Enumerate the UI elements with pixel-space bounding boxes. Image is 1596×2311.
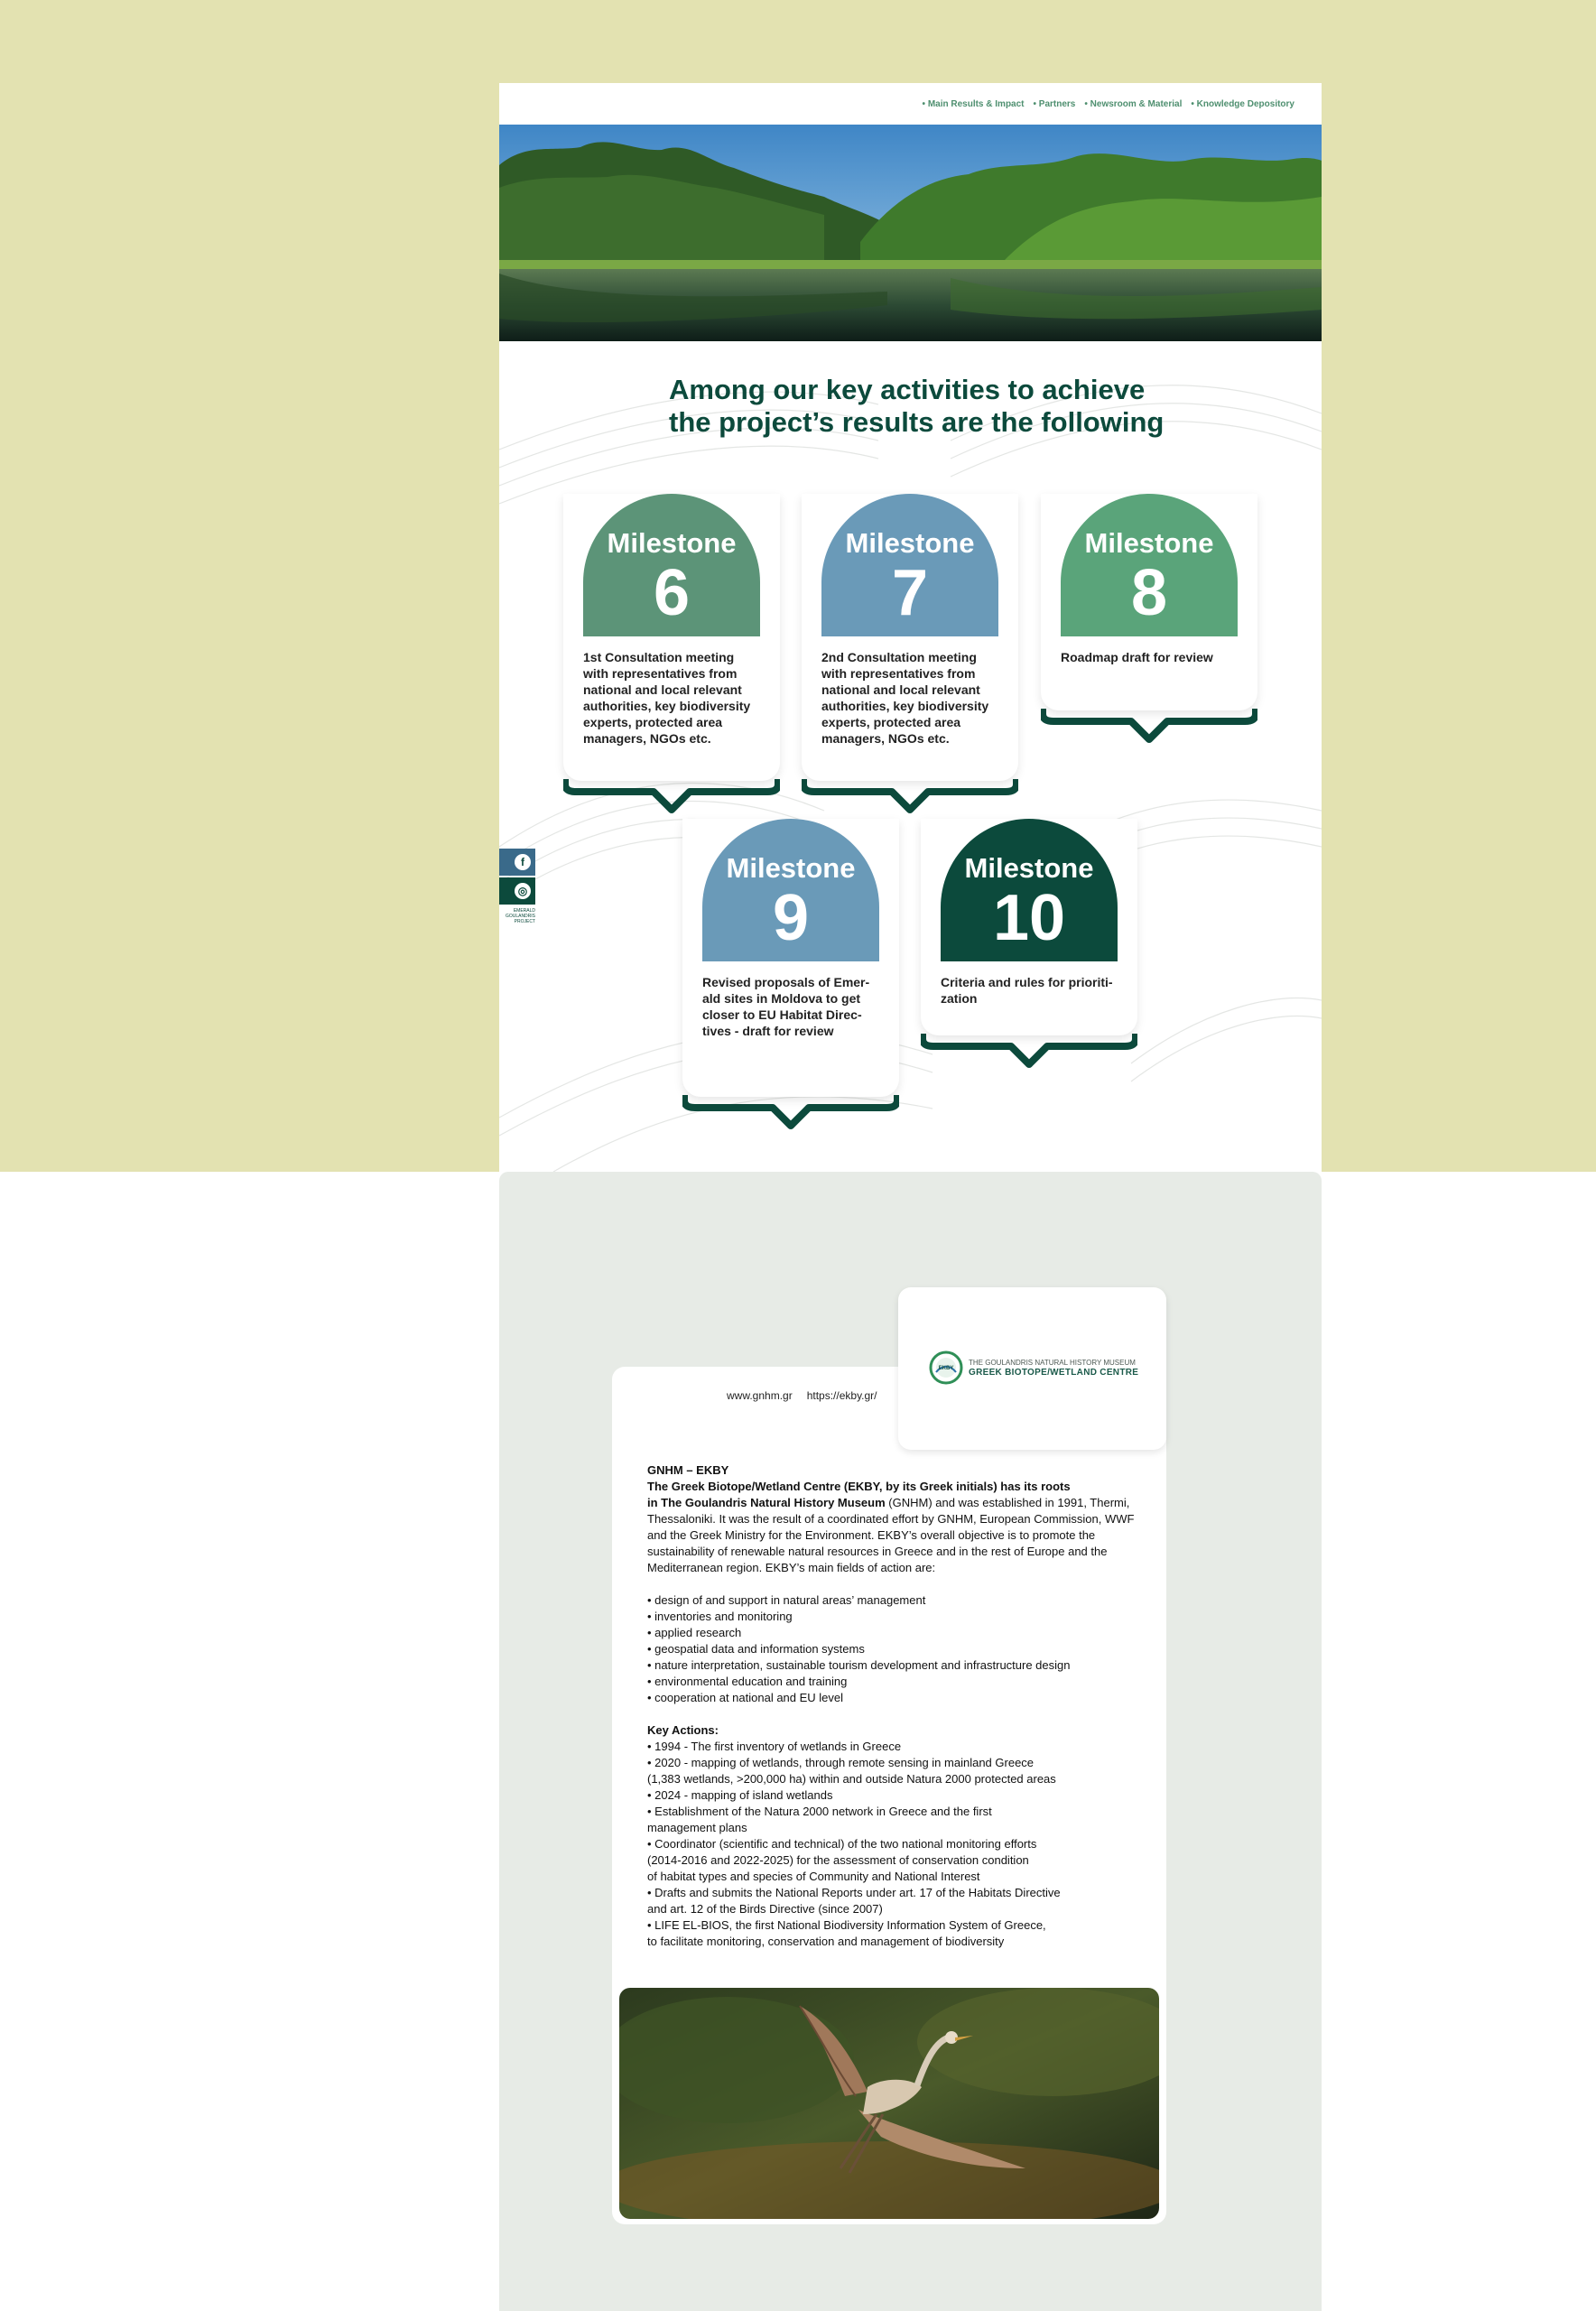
partner-description <box>647 1462 1135 1950</box>
description-line: 1st Consultation meeting <box>583 650 735 664</box>
key-action-line: (2014-2016 and 2022-2025) for the assessment of conservation condition <box>647 1853 1029 1867</box>
list-item: • nature interpretation, sustainable tourism development and infrastructure design <box>647 1657 1135 1674</box>
milestone-label: Milestone <box>964 852 1094 884</box>
key-action-line: and art. 12 of the Birds Directive (since 2007) <box>647 1902 883 1916</box>
heading-line-2: the project’s results are the following <box>669 406 1165 438</box>
milestone-description <box>921 961 1137 1007</box>
social-sidebar <box>499 849 535 924</box>
instagram-icon: ◎ <box>515 883 531 899</box>
key-actions <box>647 1722 1135 1950</box>
intro-text: (GNHM) and was established in 1991, Thermi, Thessaloniki. It was the result of a coordinated effort by GNHM, European Commission, WWF and the Greek Ministry for the Environment. EKBY’s overall objective is to promote the sustainability of renewable natural resources in Greece and in the rest of Europe and the Mediterranean region. EKBY’s main fields of action are: <box>647 1496 1135 1574</box>
milestone-7 <box>802 494 1018 815</box>
description-line: 2nd Consultation meeting <box>821 650 977 664</box>
milestone-label: Milestone <box>726 852 856 884</box>
description-line: Criteria and rules for prioriti- <box>941 975 1113 989</box>
milestone-card <box>1041 494 1257 710</box>
description-line: managers, NGOs etc. <box>583 731 711 746</box>
instagram-link[interactable] <box>499 877 535 905</box>
milestone-8 <box>1041 494 1257 745</box>
milestone-label: Milestone <box>607 527 737 559</box>
milestone-tail-arrow <box>682 1095 899 1131</box>
milestone-description <box>563 636 780 747</box>
description-line: authorities, key biodiversity <box>583 699 751 713</box>
nav-newsroom[interactable]: • Newsroom & Material <box>1084 99 1182 109</box>
milestone-label: Milestone <box>845 527 975 559</box>
description-line: tives - draft for review <box>702 1024 834 1038</box>
top-navigation <box>499 83 1322 125</box>
description-line: Revised proposals of Emer- <box>702 975 870 989</box>
milestone-header <box>821 494 998 636</box>
milestone-number: 7 <box>891 557 929 629</box>
description-line: zation <box>941 991 978 1006</box>
key-action-line: of habitat types and species of Community and National Interest <box>647 1870 980 1883</box>
heading-line-1: Among our key activities to achieve <box>669 374 1146 405</box>
milestone-9 <box>682 819 899 1131</box>
milestone-description <box>682 961 899 1039</box>
list-item: • applied research <box>647 1625 1135 1641</box>
facebook-icon: f <box>515 854 531 870</box>
partner-logo-card <box>898 1287 1166 1450</box>
key-action-line: • LIFE EL-BIOS, the first National Biodiversity Information System of Greece, <box>647 1918 1046 1932</box>
milestone-label: Milestone <box>1084 527 1214 559</box>
milestone-10 <box>921 819 1137 1070</box>
milestone-card <box>921 819 1137 1035</box>
logo-text-line: GOULANDRIS <box>505 914 535 919</box>
nav-knowledge-depository[interactable]: • Knowledge Depository <box>1191 99 1294 109</box>
key-action-line: • Drafts and submits the National Reports under art. 17 of the Habitats Directive <box>647 1886 1061 1899</box>
key-action-line: • 2024 - mapping of island wetlands <box>647 1788 833 1802</box>
key-action-line: (1,383 wetlands, >200,000 ha) within and outside Natura 2000 protected areas <box>647 1772 1056 1786</box>
milestone-number: 9 <box>772 882 810 954</box>
list-item: • environmental education and training <box>647 1674 1135 1690</box>
hero-image <box>499 125 1322 341</box>
list-item: • inventories and monitoring <box>647 1609 1135 1625</box>
milestone-tail-arrow <box>802 779 1018 815</box>
logo-text-line: PROJECT <box>514 919 535 924</box>
key-actions-title: Key Actions: <box>647 1723 719 1737</box>
intro-bold-line-2: in The Goulandris Natural History Museum <box>647 1496 886 1509</box>
partner-links <box>727 1389 877 1402</box>
list-item: • cooperation at national and EU level <box>647 1690 1135 1706</box>
project-mini-logo <box>499 908 535 924</box>
milestone-number: 6 <box>653 557 691 629</box>
milestone-header <box>1061 494 1238 636</box>
milestone-number: 10 <box>992 882 1066 954</box>
key-action-line: • Coordinator (scientific and technical) of the two national monitoring efforts <box>647 1837 1037 1851</box>
heron-photo <box>619 1988 1159 2219</box>
partner-title: GNHM – EKBY <box>647 1463 729 1477</box>
milestone-card <box>563 494 780 781</box>
description-line: experts, protected area <box>583 715 723 729</box>
intro-bold-line-1: The Greek Biotope/Wetland Centre (EKBY, by its Greek initials) has its roots <box>647 1480 1071 1493</box>
key-action-line: • 1994 - The first inventory of wetlands in Greece <box>647 1740 902 1753</box>
milestone-description <box>1041 636 1257 665</box>
ekby-logo-icon <box>929 1350 963 1385</box>
svg-text:EKBY: EKBY <box>938 1366 954 1371</box>
milestone-tail-arrow <box>563 779 780 815</box>
description-line: ald sites in Moldova to get <box>702 991 861 1006</box>
description-line: experts, protected area <box>821 715 961 729</box>
milestone-header <box>583 494 760 636</box>
description-line: with representatives from <box>821 666 976 681</box>
key-action-line: • 2020 - mapping of wetlands, through remote sensing in mainland Greece <box>647 1756 1035 1769</box>
description-line: managers, NGOs etc. <box>821 731 950 746</box>
milestone-header <box>702 819 879 961</box>
description-line: authorities, key biodiversity <box>821 699 989 713</box>
logo-centre-name: GREEK BIOTOPE/WETLAND CENTRE <box>969 1368 1139 1378</box>
key-action-line: • Establishment of the Natura 2000 network in Greece and the first <box>647 1805 992 1818</box>
description-line: closer to EU Habitat Direc- <box>702 1007 862 1022</box>
description-line: Roadmap draft for review <box>1061 650 1213 664</box>
partner-intro <box>647 1462 1135 1576</box>
logo-museum-name: THE GOULANDRIS NATURAL HISTORY MUSEUM <box>969 1359 1136 1367</box>
milestone-description <box>802 636 1018 747</box>
milestone-header <box>941 819 1118 961</box>
project-page <box>499 83 1322 1172</box>
description-line: national and local relevant <box>583 682 742 697</box>
list-item: • geospatial data and information systems <box>647 1641 1135 1657</box>
nav-main-results[interactable]: • Main Results & Impact <box>923 99 1025 109</box>
facebook-link[interactable] <box>499 849 535 876</box>
nav-partners[interactable]: • Partners <box>1034 99 1076 109</box>
description-line: national and local relevant <box>821 682 980 697</box>
key-action-line: to facilitate monitoring, conservation and management of biodiversity <box>647 1935 1005 1948</box>
milestone-6 <box>563 494 780 815</box>
logo-text-line: EMERALD <box>513 908 535 914</box>
milestone-card <box>682 819 899 1097</box>
key-action-line: management plans <box>647 1821 747 1834</box>
milestone-tail-arrow <box>1041 709 1257 745</box>
milestone-card <box>802 494 1018 781</box>
gnhm-website-link[interactable]: www.gnhm.gr <box>727 1389 793 1402</box>
milestone-tail-arrow <box>921 1034 1137 1070</box>
fields-of-action-list <box>647 1592 1135 1706</box>
description-line: with representatives from <box>583 666 738 681</box>
ekby-website-link[interactable]: https://ekby.gr/ <box>806 1389 877 1402</box>
milestone-number: 8 <box>1130 557 1168 629</box>
section-heading <box>669 374 1174 439</box>
list-item: • design of and support in natural areas’ management <box>647 1592 1135 1609</box>
